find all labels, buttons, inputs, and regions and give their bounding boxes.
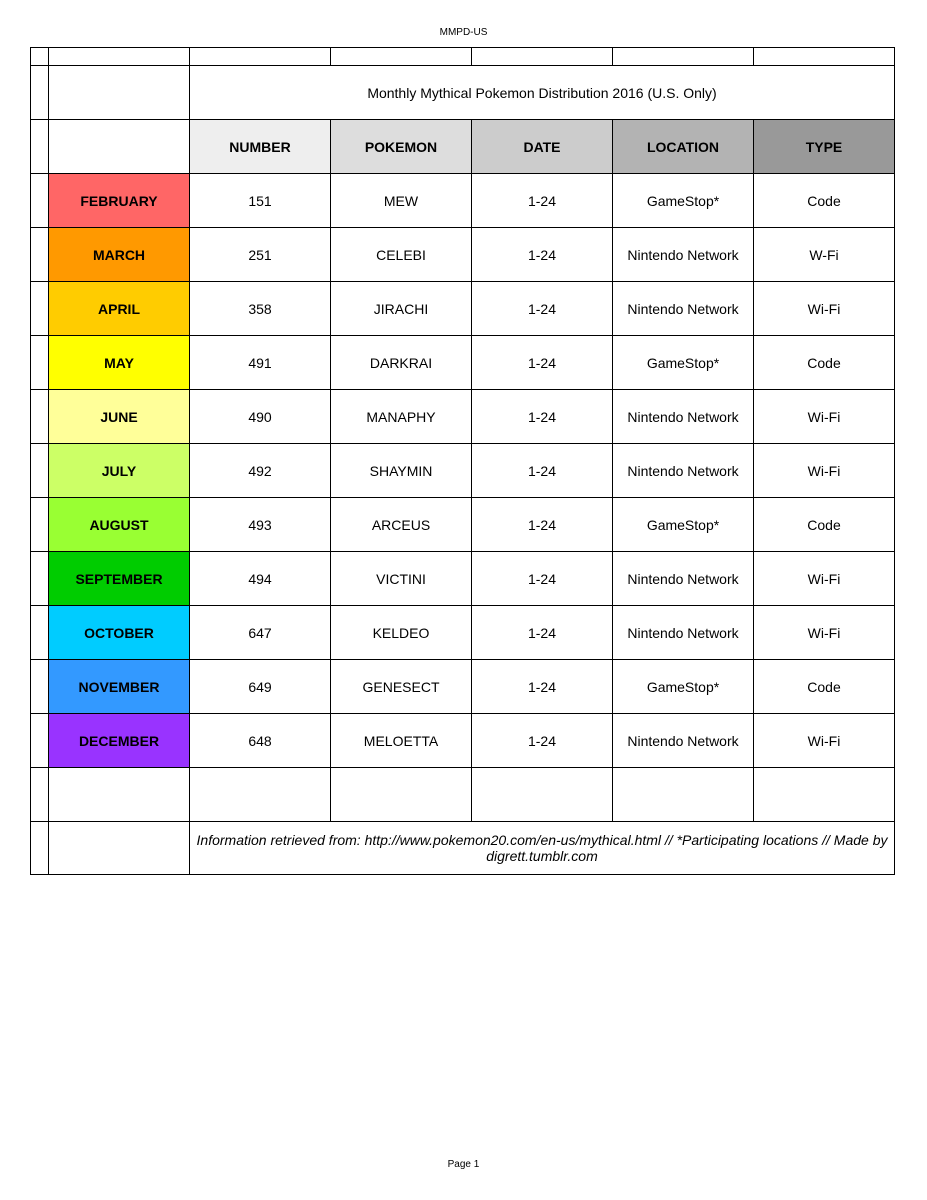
pokemon-cell: JIRACHI [331,282,472,336]
table-row [31,228,895,282]
type-cell: Code [754,498,895,552]
pokemon-cell: CELEBI [331,228,472,282]
footnote-row [31,822,895,875]
month-label: MAY [49,336,190,390]
month-label: NOVEMBER [49,660,190,714]
table-row [31,660,895,714]
number-cell: 648 [190,714,331,768]
location-cell: Nintendo Network [613,714,754,768]
empty-cell [472,768,613,822]
header-row [31,120,895,174]
table-row [31,552,895,606]
empty-cell [331,768,472,822]
empty-cell [49,822,190,875]
number-cell: 491 [190,336,331,390]
location-cell: GameStop* [613,336,754,390]
column-header-type: TYPE [754,120,895,174]
month-label: SEPTEMBER [49,552,190,606]
location-cell: Nintendo Network [613,390,754,444]
empty-cell [31,660,49,714]
empty-cell [754,48,895,66]
pokemon-cell: KELDEO [331,606,472,660]
pokemon-cell: ARCEUS [331,498,472,552]
date-cell: 1-24 [472,444,613,498]
type-cell: Code [754,660,895,714]
pokemon-cell: MELOETTA [331,714,472,768]
date-cell: 1-24 [472,660,613,714]
column-header-pokemon: POKEMON [331,120,472,174]
date-cell: 1-24 [472,228,613,282]
table-row [31,390,895,444]
column-header-location: LOCATION [613,120,754,174]
date-cell: 1-24 [472,336,613,390]
empty-cell [31,282,49,336]
empty-cell [31,498,49,552]
type-cell: Code [754,174,895,228]
title-row [31,66,895,120]
month-label: JULY [49,444,190,498]
location-cell: Nintendo Network [613,282,754,336]
date-cell: 1-24 [472,282,613,336]
table-row [31,444,895,498]
empty-cell [49,768,190,822]
date-cell: 1-24 [472,552,613,606]
empty-cell [613,768,754,822]
date-cell: 1-24 [472,606,613,660]
column-header-number: NUMBER [190,120,331,174]
location-cell: GameStop* [613,498,754,552]
pokemon-cell: DARKRAI [331,336,472,390]
page-footer: Page 1 [447,1159,480,1170]
table-row [31,606,895,660]
location-cell: Nintendo Network [613,444,754,498]
column-header-date: DATE [472,120,613,174]
empty-cell [31,228,49,282]
empty-cell [472,48,613,66]
table-row [31,714,895,768]
number-cell: 647 [190,606,331,660]
empty-cell [49,120,190,174]
empty-cell [31,66,49,120]
empty-cell [31,336,49,390]
empty-cell [31,390,49,444]
empty-cell [613,48,754,66]
empty-cell [31,120,49,174]
pokemon-cell: SHAYMIN [331,444,472,498]
date-cell: 1-24 [472,714,613,768]
source-footnote: Information retrieved from: http://www.pokemon20.com/en-us/mythical.html // *Participating locations // Made by digrett.tumblr.com [190,822,895,875]
empty-cell [49,66,190,120]
month-label: OCTOBER [49,606,190,660]
empty-cell [31,714,49,768]
pokemon-cell: GENESECT [331,660,472,714]
empty-cell [31,822,49,875]
table-row [31,174,895,228]
pokemon-cell: MEW [331,174,472,228]
empty-cell [31,174,49,228]
number-cell: 151 [190,174,331,228]
month-label: FEBRUARY [49,174,190,228]
pokemon-cell: MANAPHY [331,390,472,444]
empty-cell [31,552,49,606]
spacer-row [31,48,895,66]
empty-cell [31,48,49,66]
type-cell: Code [754,336,895,390]
month-label: DECEMBER [49,714,190,768]
table-row [31,282,895,336]
empty-cell [190,768,331,822]
type-cell: Wi-Fi [754,282,895,336]
empty-cell [49,48,190,66]
type-cell: Wi-Fi [754,444,895,498]
month-label: APRIL [49,282,190,336]
empty-row [31,768,895,822]
empty-cell [190,48,331,66]
number-cell: 492 [190,444,331,498]
number-cell: 649 [190,660,331,714]
month-label: AUGUST [49,498,190,552]
number-cell: 493 [190,498,331,552]
table-title: Monthly Mythical Pokemon Distribution 2016 (U.S. Only) [190,66,895,120]
month-label: MARCH [49,228,190,282]
location-cell: Nintendo Network [613,606,754,660]
date-cell: 1-24 [472,174,613,228]
location-cell: Nintendo Network [613,552,754,606]
table-row [31,498,895,552]
number-cell: 494 [190,552,331,606]
month-label: JUNE [49,390,190,444]
type-cell: Wi-Fi [754,606,895,660]
location-cell: GameStop* [613,660,754,714]
date-cell: 1-24 [472,498,613,552]
number-cell: 490 [190,390,331,444]
empty-cell [31,768,49,822]
page-header: MMPD-US [439,27,488,38]
number-cell: 251 [190,228,331,282]
type-cell: W-Fi [754,228,895,282]
type-cell: Wi-Fi [754,390,895,444]
type-cell: Wi-Fi [754,552,895,606]
empty-cell [754,768,895,822]
type-cell: Wi-Fi [754,714,895,768]
location-cell: Nintendo Network [613,228,754,282]
pokemon-cell: VICTINI [331,552,472,606]
number-cell: 358 [190,282,331,336]
empty-cell [331,48,472,66]
table-row [31,336,895,390]
empty-cell [31,444,49,498]
date-cell: 1-24 [472,390,613,444]
location-cell: GameStop* [613,174,754,228]
empty-cell [31,606,49,660]
distribution-table [30,47,895,875]
